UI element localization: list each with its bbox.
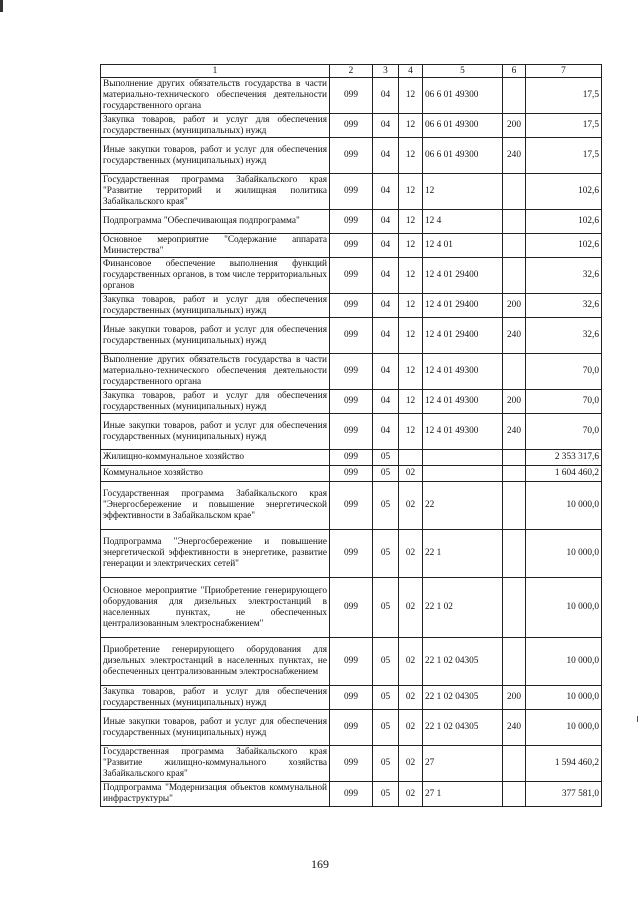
row-amount: 102,6: [526, 174, 602, 210]
row-section-code: 05: [373, 746, 399, 782]
header-col-5: 5: [423, 65, 503, 78]
table-row: [101, 294, 602, 318]
row-amount: 70,0: [526, 390, 602, 414]
row-subsection-code: 12: [399, 114, 423, 138]
row-subsection-code: 02: [399, 746, 423, 782]
table-row: [101, 686, 602, 710]
row-subsection-code: [399, 450, 423, 466]
row-subsection-code: 02: [399, 638, 423, 686]
row-section-code: 05: [373, 686, 399, 710]
row-ministry-code: 099: [330, 530, 373, 578]
row-subsection-code: 12: [399, 234, 423, 258]
row-section-code: 05: [373, 578, 399, 638]
row-name: Подпрограмма "Энергосбережение и повышение энергетической эффективности в энергетике, развитие генерации и электрических сетей": [101, 530, 330, 578]
row-section-code: 04: [373, 78, 399, 114]
row-subsection-code: 12: [399, 354, 423, 390]
row-section-code: 05: [373, 710, 399, 746]
row-name: Государственная программа Забайкальского края "Развитие жилищно-коммунального хозяйства Забайкальского края": [101, 746, 330, 782]
row-amount: 10 000,0: [526, 578, 602, 638]
row-expense-type: [503, 466, 526, 482]
page-number: 169: [311, 857, 329, 871]
row-name: Подпрограмма "Обеспечивающая подпрограмма": [101, 210, 330, 234]
row-expense-type: 200: [503, 294, 526, 318]
row-ministry-code: 099: [330, 710, 373, 746]
row-amount: 1 604 460,2: [526, 466, 602, 482]
row-target-code: [423, 466, 503, 482]
row-target-code: 12 4 01 49300: [423, 414, 503, 450]
row-ministry-code: 099: [330, 258, 373, 294]
row-subsection-code: 12: [399, 294, 423, 318]
row-ministry-code: 099: [330, 578, 373, 638]
table-row: [101, 114, 602, 138]
row-ministry-code: 099: [330, 354, 373, 390]
row-target-code: 12 4 01 29400: [423, 318, 503, 354]
row-name: Закупка товаров, работ и услуг для обеспечения государственных (муниципальных) нужд: [101, 114, 330, 138]
row-target-code: 06 6 01 49300: [423, 78, 503, 114]
row-name: Иные закупки товаров, работ и услуг для обеспечения государственных (муниципальных) нужд: [101, 318, 330, 354]
row-name: Коммунальное хозяйство: [101, 466, 330, 482]
row-expense-type: 200: [503, 390, 526, 414]
row-section-code: 05: [373, 530, 399, 578]
row-amount: 10 000,0: [526, 686, 602, 710]
row-expense-type: [503, 638, 526, 686]
row-amount: 17,5: [526, 114, 602, 138]
table-row: [101, 530, 602, 578]
row-expense-type: [503, 746, 526, 782]
row-expense-type: [503, 482, 526, 530]
row-name: Иные закупки товаров, работ и услуг для обеспечения государственных (муниципальных) нужд: [101, 138, 330, 174]
row-name: Жилищно-коммунальное хозяйство: [101, 450, 330, 466]
row-name: Основное мероприятие "Содержание аппарата Министерства": [101, 234, 330, 258]
row-expense-type: [503, 530, 526, 578]
row-subsection-code: 12: [399, 414, 423, 450]
row-amount: 1 594 460,2: [526, 746, 602, 782]
row-name: Основное мероприятие "Приобретение генерирующего оборудования для дизельных электростанций в населенных пунктах, не обеспеченных централизованным электроснабжением": [101, 578, 330, 638]
table-row: [101, 78, 602, 114]
row-target-code: [423, 450, 503, 466]
row-ministry-code: 099: [330, 390, 373, 414]
row-ministry-code: 099: [330, 638, 373, 686]
row-subsection-code: 12: [399, 78, 423, 114]
row-subsection-code: 12: [399, 390, 423, 414]
row-amount: 17,5: [526, 78, 602, 114]
row-subsection-code: 02: [399, 530, 423, 578]
row-section-code: 04: [373, 414, 399, 450]
row-expense-type: 240: [503, 318, 526, 354]
row-target-code: 12 4: [423, 210, 503, 234]
row-amount: 32,6: [526, 318, 602, 354]
row-section-code: 04: [373, 294, 399, 318]
row-amount: 2 353 317,6: [526, 450, 602, 466]
row-target-code: 22 1 02 04305: [423, 710, 503, 746]
row-target-code: 12 4 01 29400: [423, 294, 503, 318]
scan-edge-tick: [637, 716, 638, 722]
table-row: [101, 482, 602, 530]
row-expense-type: [503, 354, 526, 390]
row-section-code: 05: [373, 466, 399, 482]
row-ministry-code: 099: [330, 746, 373, 782]
row-amount: 70,0: [526, 414, 602, 450]
row-name: Финансовое обеспечение выполнения функций государственных органов, в том числе территориальных органов: [101, 258, 330, 294]
row-target-code: 12: [423, 174, 503, 210]
table-row: [101, 390, 602, 414]
row-target-code: 22 1 02 04305: [423, 638, 503, 686]
row-section-code: 04: [373, 390, 399, 414]
row-name: Приобретение генерирующего оборудования для дизельных электростанций в населенных пунктах, не обеспеченных централизованным электроснабжением: [101, 638, 330, 686]
row-target-code: 06 6 01 49300: [423, 114, 503, 138]
row-ministry-code: 099: [330, 782, 373, 807]
table-row: [101, 466, 602, 482]
table-row: [101, 710, 602, 746]
table-header-row: [101, 65, 602, 78]
row-section-code: 04: [373, 258, 399, 294]
table-row: [101, 174, 602, 210]
row-amount: 102,6: [526, 210, 602, 234]
row-amount: 70,0: [526, 354, 602, 390]
row-section-code: 05: [373, 450, 399, 466]
table-row: [101, 258, 602, 294]
row-target-code: 27: [423, 746, 503, 782]
table-row: [101, 450, 602, 466]
header-col-6: 6: [503, 65, 526, 78]
row-section-code: 04: [373, 318, 399, 354]
scan-corner-mark: [0, 0, 3, 12]
row-name: Иные закупки товаров, работ и услуг для обеспечения государственных (муниципальных) нужд: [101, 414, 330, 450]
row-expense-type: 240: [503, 414, 526, 450]
table-row: [101, 318, 602, 354]
row-ministry-code: 099: [330, 210, 373, 234]
header-col-3: 3: [373, 65, 399, 78]
table-row: [101, 578, 602, 638]
row-target-code: 22 1 02 04305: [423, 686, 503, 710]
row-subsection-code: 02: [399, 482, 423, 530]
table-row: [101, 354, 602, 390]
row-ministry-code: 099: [330, 466, 373, 482]
row-section-code: 04: [373, 138, 399, 174]
row-target-code: 06 6 01 49300: [423, 138, 503, 174]
row-amount: 17,5: [526, 138, 602, 174]
row-expense-type: 240: [503, 710, 526, 746]
row-name: Выполнение других обязательств государства в части материально-технического обеспечения деятельности государственного органа: [101, 354, 330, 390]
row-subsection-code: 12: [399, 318, 423, 354]
row-section-code: 05: [373, 782, 399, 807]
row-expense-type: [503, 258, 526, 294]
table-row: [101, 746, 602, 782]
table-row: [101, 414, 602, 450]
row-ministry-code: 099: [330, 234, 373, 258]
row-amount: 102,6: [526, 234, 602, 258]
row-subsection-code: 02: [399, 710, 423, 746]
row-expense-type: 200: [503, 114, 526, 138]
row-amount: 10 000,0: [526, 482, 602, 530]
row-section-code: 04: [373, 354, 399, 390]
row-section-code: 04: [373, 174, 399, 210]
budget-table: [100, 64, 602, 807]
row-section-code: 05: [373, 638, 399, 686]
table-row: [101, 138, 602, 174]
row-ministry-code: 099: [330, 138, 373, 174]
row-expense-type: 200: [503, 686, 526, 710]
row-subsection-code: 02: [399, 686, 423, 710]
row-subsection-code: 12: [399, 138, 423, 174]
row-subsection-code: 02: [399, 466, 423, 482]
row-target-code: 12 4 01: [423, 234, 503, 258]
row-expense-type: [503, 450, 526, 466]
row-target-code: 12 4 01 49300: [423, 354, 503, 390]
row-name: Закупка товаров, работ и услуг для обеспечения государственных (муниципальных) нужд: [101, 686, 330, 710]
row-amount: 32,6: [526, 258, 602, 294]
row-ministry-code: 099: [330, 114, 373, 138]
row-subsection-code: 12: [399, 174, 423, 210]
row-ministry-code: 099: [330, 294, 373, 318]
header-col-2: 2: [330, 65, 373, 78]
table-row: [101, 210, 602, 234]
row-name: Выполнение других обязательств государства в части материально-технического обеспечения деятельности государственного органа: [101, 78, 330, 114]
table-row: [101, 234, 602, 258]
row-section-code: 04: [373, 234, 399, 258]
row-ministry-code: 099: [330, 450, 373, 466]
header-col-4: 4: [399, 65, 423, 78]
row-subsection-code: 12: [399, 210, 423, 234]
row-target-code: 12 4 01 49300: [423, 390, 503, 414]
row-subsection-code: 02: [399, 782, 423, 807]
row-name: Закупка товаров, работ и услуг для обеспечения государственных (муниципальных) нужд: [101, 390, 330, 414]
row-subsection-code: 02: [399, 578, 423, 638]
row-amount: 10 000,0: [526, 638, 602, 686]
row-name: Закупка товаров, работ и услуг для обеспечения государственных (муниципальных) нужд: [101, 294, 330, 318]
row-expense-type: [503, 578, 526, 638]
row-name: Иные закупки товаров, работ и услуг для обеспечения государственных (муниципальных) нужд: [101, 710, 330, 746]
table-row: [101, 782, 602, 807]
row-amount: 10 000,0: [526, 710, 602, 746]
row-target-code: 27 1: [423, 782, 503, 807]
row-target-code: 22: [423, 482, 503, 530]
row-amount: 10 000,0: [526, 530, 602, 578]
header-col-1: 1: [101, 65, 330, 78]
row-ministry-code: 099: [330, 686, 373, 710]
header-col-7: 7: [526, 65, 602, 78]
row-expense-type: [503, 210, 526, 234]
row-ministry-code: 099: [330, 174, 373, 210]
row-expense-type: [503, 782, 526, 807]
row-section-code: 04: [373, 114, 399, 138]
row-target-code: 12 4 01 29400: [423, 258, 503, 294]
row-ministry-code: 099: [330, 78, 373, 114]
row-expense-type: [503, 174, 526, 210]
row-target-code: 22 1 02: [423, 578, 503, 638]
row-target-code: 22 1: [423, 530, 503, 578]
row-amount: 32,6: [526, 294, 602, 318]
table-row: [101, 638, 602, 686]
row-section-code: 04: [373, 210, 399, 234]
row-ministry-code: 099: [330, 482, 373, 530]
row-name: Государственная программа Забайкальского края "Развитие территорий и жилищная политика Забайкальского края": [101, 174, 330, 210]
row-expense-type: [503, 78, 526, 114]
row-expense-type: [503, 234, 526, 258]
table-body: [101, 78, 602, 807]
row-subsection-code: 12: [399, 258, 423, 294]
row-ministry-code: 099: [330, 318, 373, 354]
row-name: Подпрограмма "Модернизация объектов коммунальной инфраструктуры": [101, 782, 330, 807]
row-expense-type: 240: [503, 138, 526, 174]
row-name: Государственная программа Забайкальского края "Энергосбережение и повышение энергетической эффективности в Забайкальском крае": [101, 482, 330, 530]
row-ministry-code: 099: [330, 414, 373, 450]
row-amount: 377 581,0: [526, 782, 602, 807]
row-section-code: 05: [373, 482, 399, 530]
